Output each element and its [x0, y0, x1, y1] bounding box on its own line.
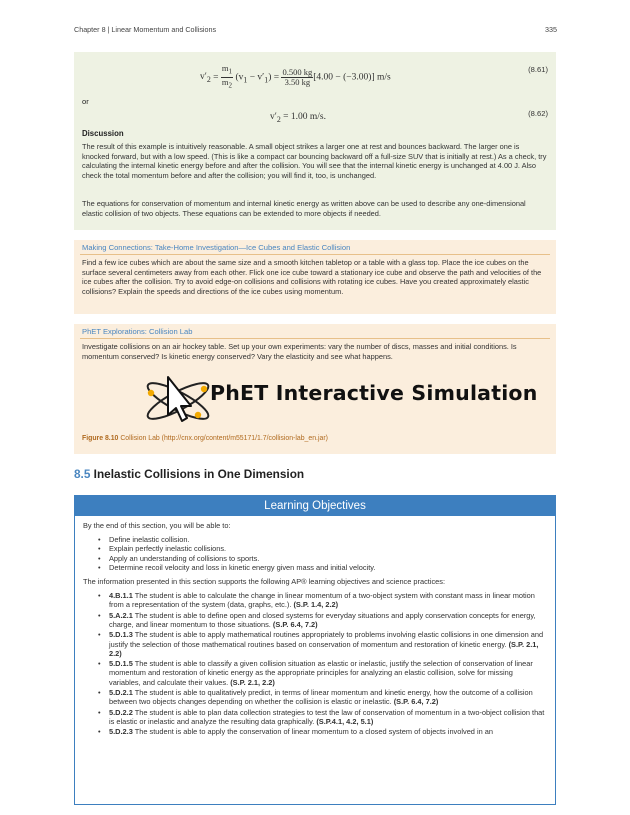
phet-banner-text: PhET Interactive Simulation	[210, 381, 538, 405]
phet-atom-cursor-icon	[138, 371, 218, 431]
equation-8-61: $v'_2$ = $\frac{m_1}{m_2}$ $(v_1 - v'_1)$ = $\frac{0.500 kg}{3.50 kg}$ [4.00 − (−3.00)] m/s	[200, 63, 391, 90]
figure-caption: Figure 8.10 Collision Lab (http://cnx.org/content/m55171/1.7/collision-lab_en.jar)	[82, 435, 328, 442]
list-item: • 5.D.2.2 The student is able to plan data collection strategies to test the law of conservation of momentum in a two-object collision that is elastic or inelastic and analyze the resulting data graphically. (S.P.4.1, 4.2, 5.1)	[83, 708, 545, 726]
section-heading	[74, 467, 304, 481]
list-item: • Determine recoil velocity and loss in kinetic energy given mass and initial velocity.	[83, 563, 545, 572]
phet-simulation-banner[interactable]	[138, 371, 538, 431]
ap-intro: The information presented in this section supports the following AP® learning objectives and science practices:	[83, 577, 446, 587]
phet-explorations-title: PhET Explorations: Collision Lab	[82, 327, 193, 336]
list-item: • 5.D.1.5 The student is able to classify a given collision situation as elastic or inelastic, justify the selection of conservation of linear momentum and restoration of kinetic energy as the appropriate principles for analyzing an elastic collision, solve for missing variables, and calculate their values. (S.P. 2.1, 2.2)	[83, 659, 545, 687]
ap-objectives-list	[83, 591, 545, 736]
eq-lhs: $v'_2$	[200, 72, 211, 85]
equation-8-62: $v'_2 = 1.00$ m/s.	[270, 112, 326, 124]
or-connector: or	[82, 97, 89, 106]
discussion-paragraph-2: The equations for conservation of momentum and internal kinetic energy as written above can be used to describe any one-dimensional elastic collision of two objects. These equations can be extended to more objects if needed.	[82, 199, 526, 218]
list-item: • Define inelastic collision.	[83, 535, 545, 544]
value-fraction: $\frac{0.500 kg}{3.50 kg}$	[282, 66, 313, 87]
section-number: 8.5	[74, 467, 91, 481]
equation-number-8-61: (8.61)	[528, 65, 548, 74]
page-number: 335	[545, 25, 557, 34]
phet-explorations-box	[74, 324, 556, 454]
title-divider	[80, 338, 550, 339]
discussion-paragraph-1: The result of this example is intuitively reasonable. A small object strikes a larger one at rest and bounces backward. The larger one is knocked forward, but with a low speed. (This is like a compact car bouncing backward off a full-size SUV that is initially at rest.) As a check, try calculating the internal kinetic energy before and after the collision. You will see that the internal kinetic energy is unchanged at 4.00 J. Also check the total momentum before and after the collision; you will find it, too, is unchanged.	[82, 142, 547, 180]
list-item: • 5.D.2.3 The student is able to apply the conservation of linear momentum to a closed system of objects involved in an	[83, 727, 545, 736]
list-item: • 5.D.1.3 The student is able to apply mathematical routines appropriately to problems involving elastic collisions in one dimension and justify the selection of those mathematical routines based on conservation of momentum and restoration of kinetic energy. (S.P. 2.1, 2.2)	[83, 630, 545, 658]
objectives-list	[83, 535, 545, 572]
list-item: • 5.A.2.1 The student is able to define open and closed systems for everyday situations and apply conservation concepts for energy, charge, and linear momentum to those situations. (S.P. 6.4, 7.2)	[83, 611, 545, 629]
list-item: • 4.B.1.1 The student is able to calculate the change in linear momentum of a two-object system with constant mass in linear motion from a representation of the system (data, graphs, etc.). (S.P. 1.4, 2.2)	[83, 591, 545, 609]
phet-explorations-text: Investigate collisions on an air hockey table. Set up your own experiments: vary the number of discs, masses and initial conditions. Is momentum conserved? Is kinetic energy conserved? Vary the elasticity and see what happens.	[82, 342, 517, 361]
learning-objectives-heading: Learning Objectives	[75, 496, 555, 516]
mass-ratio-fraction: $\frac{m_1}{m_2}$	[221, 63, 233, 90]
title-divider	[80, 254, 550, 255]
objectives-intro: By the end of this section, you will be able to:	[83, 521, 231, 530]
section-title-text: Inelastic Collisions in One Dimension	[90, 467, 305, 481]
list-item: • Apply an understanding of collisions to sports.	[83, 554, 545, 563]
making-connections-text: Find a few ice cubes which are about the same size and a smooth kitchen tabletop or a table with a glass top. Place the ice cubes on the surface several centimeters away from each other. Flick one ice cube toward a stationary ice cube and observe the path and velocities of the ice cubes after the collision. Try to avoid edge-on collisions and collisions with rotating ice cubes. Have you created approximately elastic collisions? Explain the speeds and directions of the ice cubes using momentum.	[82, 258, 542, 296]
discussion-heading: Discussion	[82, 129, 124, 138]
list-item: • 5.D.2.1 The student is able to qualitatively predict, in terms of linear momentum and kinetic energy, how the outcome of a collision between two objects changes depending on whether the collision is elastic or inelastic. (S.P. 6.4, 7.2)	[83, 688, 545, 706]
making-connections-title: Making Connections: Take-Home Investigation—Ice Cubes and Elastic Collision	[82, 243, 351, 252]
list-item: • Explain perfectly inelastic collisions.	[83, 544, 545, 553]
equation-number-8-62: (8.62)	[528, 109, 548, 118]
running-header-chapter: Chapter 8 | Linear Momentum and Collisions	[74, 25, 217, 34]
example-box	[74, 52, 556, 230]
making-connections-box	[74, 240, 556, 314]
learning-objectives-box	[74, 495, 556, 805]
